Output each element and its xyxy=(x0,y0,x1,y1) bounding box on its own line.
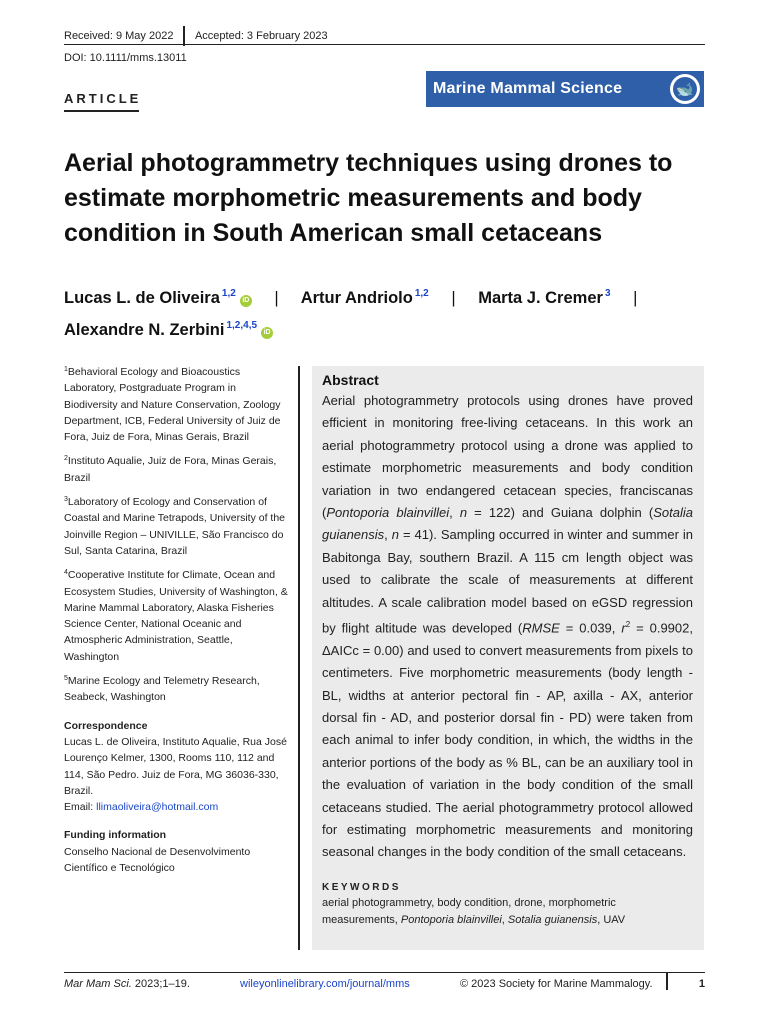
page-divider xyxy=(666,972,668,990)
journal-banner xyxy=(426,71,704,107)
author-affil: 1,2 xyxy=(414,288,429,299)
orcid-icon[interactable]: iD xyxy=(261,327,273,339)
correspondence-text: Lucas L. de Oliveira, Instituto Aqualie, Rua José Lourenço Kelmer, 1300, Rooms 110, 112 and 114, São Pedro. Juiz de Fora, MG 36036-330, Brazil. Email: llimaoliveira@hotmail.com xyxy=(64,735,287,814)
affiliation: $^2$Instituto Aqualie, Juiz de Fora, Minas Gerais, Brazil xyxy=(64,455,277,484)
funding-heading: Funding information xyxy=(64,829,167,842)
date-divider xyxy=(183,26,185,46)
author-separator: | xyxy=(451,289,456,307)
author-name: Alexandre N. Zerbini xyxy=(64,321,225,339)
abstract-heading: Abstract xyxy=(322,372,379,388)
abstract-box xyxy=(312,366,704,950)
page-number: 1 xyxy=(698,978,705,990)
footer-copyright: © 2023 Society for Marine Mammalogy. xyxy=(460,978,653,990)
keywords-heading: KEYWORDS xyxy=(322,881,401,893)
doi: DOI: 10.1111/mms.13011 xyxy=(64,52,187,64)
author-affil: 1,2,4,5 xyxy=(226,320,258,331)
author-affil: 1,2 xyxy=(221,288,236,299)
paper-title: Aerial photogrammetry techniques using drones to estimate morphometric measurements and body condition in South American small cetaceans xyxy=(64,149,673,247)
article-dates xyxy=(64,26,328,46)
affiliation: $^1$Behavioral Ecology and Bioacoustics Laboratory, Postgraduate Program in Biodiversity and Nature Conservation, Zoology Department, ICB, Federal University of Juiz de Fora, Juiz de Fora, Minas Gerais, Brazil xyxy=(64,366,281,444)
article-type-label: ARTICLE xyxy=(64,91,142,106)
journal-name: Marine Mammal Science xyxy=(433,80,623,97)
journal-logo-icon: 🐋 xyxy=(670,74,700,104)
footer-rule xyxy=(64,972,705,973)
accepted-date: Accepted: 3 February 2023 xyxy=(194,30,328,42)
affiliations-column xyxy=(64,362,289,876)
column-divider xyxy=(298,366,300,950)
author-list xyxy=(64,280,714,344)
affiliation: $^4$Cooperative Institute for Climate, Ocean and Ecosystem Studies, University of Washington, & Marine Mammal Laboratory, Alaska Fisheries Science Center, National Oceanic and Atmospheric Administration, Seattle, Washington xyxy=(64,569,288,663)
email-link[interactable]: llimaoliveira@hotmail.com xyxy=(96,801,219,814)
orcid-icon[interactable]: iD xyxy=(240,295,252,307)
abstract-text: Aerial photogrammetry protocols using drones have proved efficient in monitoring free-living cetaceans. In this work an aerial photogrammetry protocol using a drone was applied to estimate morphometric measurements and body condition variation in two endangered cetacean species, franciscanas (Pontoporia blainvillei, n = 122) and Guiana dolphin (Sotalia guianensis, n = 41). Sampling occurred in winter and summer in Babitonga Bay, southern Brazil. A 115 cm length object was used to calibrate the scale of measurements at different altitudes. A scale calibration model based on eGSD regression by flight altitude was developed (RMSE = 0.039, $r^2 = 0.9902$, ΔAICc = 0.00) and used to convert measurements from pixels to centimeters. Five morphometric measurements (body length - BL, widths at anterior pectoral fin - AP, axilla - AX, anterior dorsal fin - AD, and posterior dorsal fin - PD) were taken from each animal to infer body condition, in which, the widths in the anterior portions of the body as % BL, can be an auxiliary tool in the evaluation of variation in the body condition of the small cetaceans studied. The aerial photogrammetry protocol allowed for estimating morphometric measurements and monitoring seasonal changes in the body condition of the small cetaceans. xyxy=(322,393,694,860)
author-name: Lucas L. de Oliveira xyxy=(64,289,220,307)
received-date: Received: 9 May 2022 xyxy=(64,30,174,42)
funding-text: Conselho Nacional de Desenvolvimento Científico e Tecnológico xyxy=(64,845,251,875)
author-affil: 3 xyxy=(604,288,611,299)
header-rule xyxy=(64,44,705,45)
affiliation: $^3$Laboratory of Ecology and Conservation of Coastal and Marine Tetrapods, University of the Joinville Region – UNIVILLE, São Francisco do Sul, Santa Catarina, Brazil xyxy=(64,496,286,557)
footer-citation: Mar Mam Sci. 2023;1–19. xyxy=(64,978,190,990)
keywords-text: aerial photogrammetry, body condition, drone, morphometric measurements, Pontoporia blainvillei, Sotalia guianensis, UAV xyxy=(322,896,626,926)
affiliation: $^5$Marine Ecology and Telemetry Research, Seabeck, Washington xyxy=(64,675,260,704)
author-separator: | xyxy=(274,289,279,307)
author-name: Marta J. Cremer xyxy=(478,289,603,307)
author-name: Artur Andriolo xyxy=(300,289,413,307)
article-label-underline xyxy=(64,110,139,112)
author-separator: | xyxy=(633,289,638,307)
journal-url-link[interactable]: wileyonlinelibrary.com/journal/mms xyxy=(240,978,410,990)
correspondence-heading: Correspondence xyxy=(64,719,148,732)
